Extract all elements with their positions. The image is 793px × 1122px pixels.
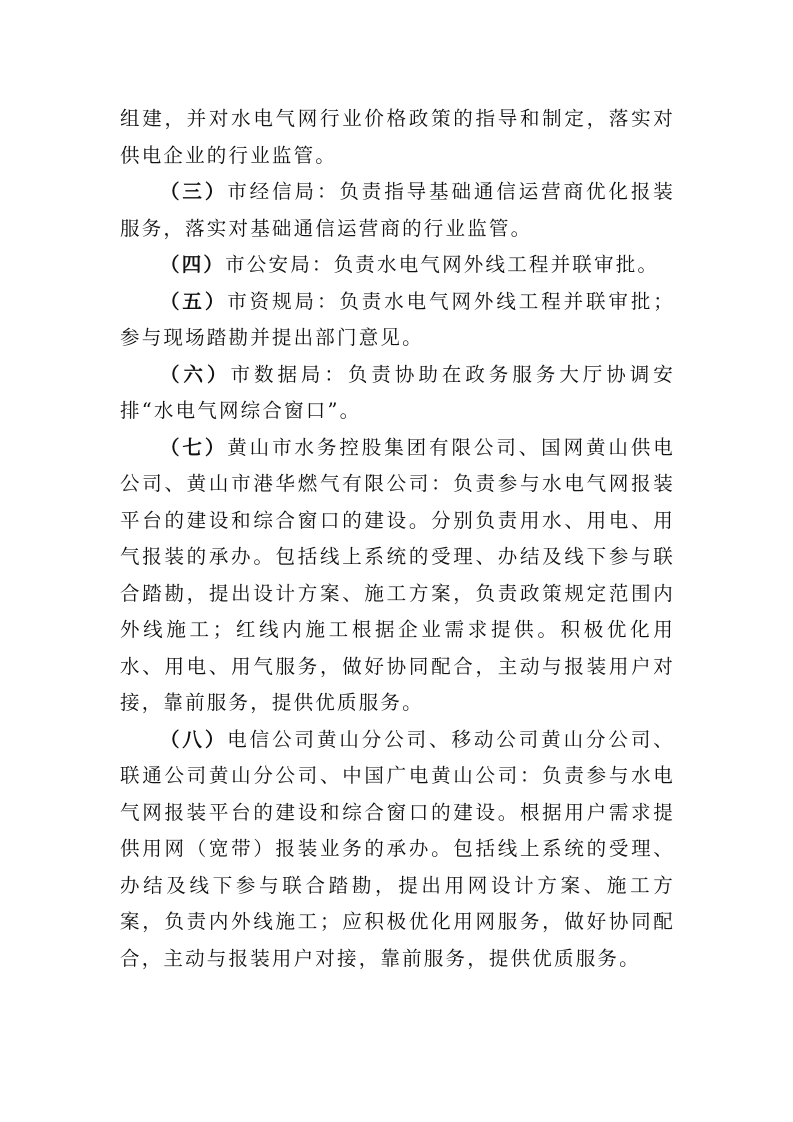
paragraph-item-6 [120,357,675,430]
paragraph-text: 组建，并对水电气网行业价格政策的指导和制定，落实对供电企业的行业监管。 [120,107,675,167]
item-number: （六） [160,362,231,386]
paragraph-item-3 [120,174,675,247]
paragraph-continuation [120,101,675,174]
document-page [120,101,675,977]
paragraph-item-5 [120,284,675,357]
paragraph-text: 黄山市水务控股集团有限公司、国网黄山供电公司、黄山市港华燃气有限公司：负责参与水电气网报装平台的建设和综合窗口的建设。分别负责用水、用电、用气报装的承办。包括线上系统的受理、办结及线下参与联合踏勘，提出设计方案、施工方案，负责政策规定范围内外线施工；红线内施工根据企业需求提供。积极优化用水、用电、用气服务，做好协同配合，主动与报装用户对接，靠前服务，提供优质服务。 [120,435,675,714]
item-number: （五） [160,289,228,313]
paragraph-text: 市资规局：负责水电气网外线工程并联审批；参与现场踏勘并提出部门意见。 [120,289,675,349]
paragraph-item-4 [120,247,675,284]
paragraph-text: 市公安局：负责水电气网外线工程并联审批。 [225,253,660,276]
item-number: （三） [160,180,228,203]
item-number: （七） [160,435,228,459]
paragraph-item-7 [120,430,675,722]
paragraph-item-8 [120,722,675,978]
paragraph-text: 市经信局：负责指导基础通信运营商优化报装服务，落实对基础通信运营商的行业监管。 [120,180,675,240]
item-number: （八） [160,727,228,751]
item-number: （四） [160,253,226,276]
paragraph-text: 电信公司黄山分公司、移动公司黄山分公司、联通公司黄山分公司、中国广电黄山公司：负责参与水电气网报装平台的建设和综合窗口的建设。根据用户需求提供用网（宽带）报装业务的承办。包括线上系统的受理、办结及线下参与联合踏勘，提出用网设计方案、施工方案，负责内外线施工；应积极优化用网服务，做好协同配合，主动与报装用户对接，靠前服务，提供优质服务。 [120,727,675,970]
paragraph-text: 市数据局：负责协助在政务服务大厅协调安排“水电气网综合窗口”。 [120,362,675,422]
